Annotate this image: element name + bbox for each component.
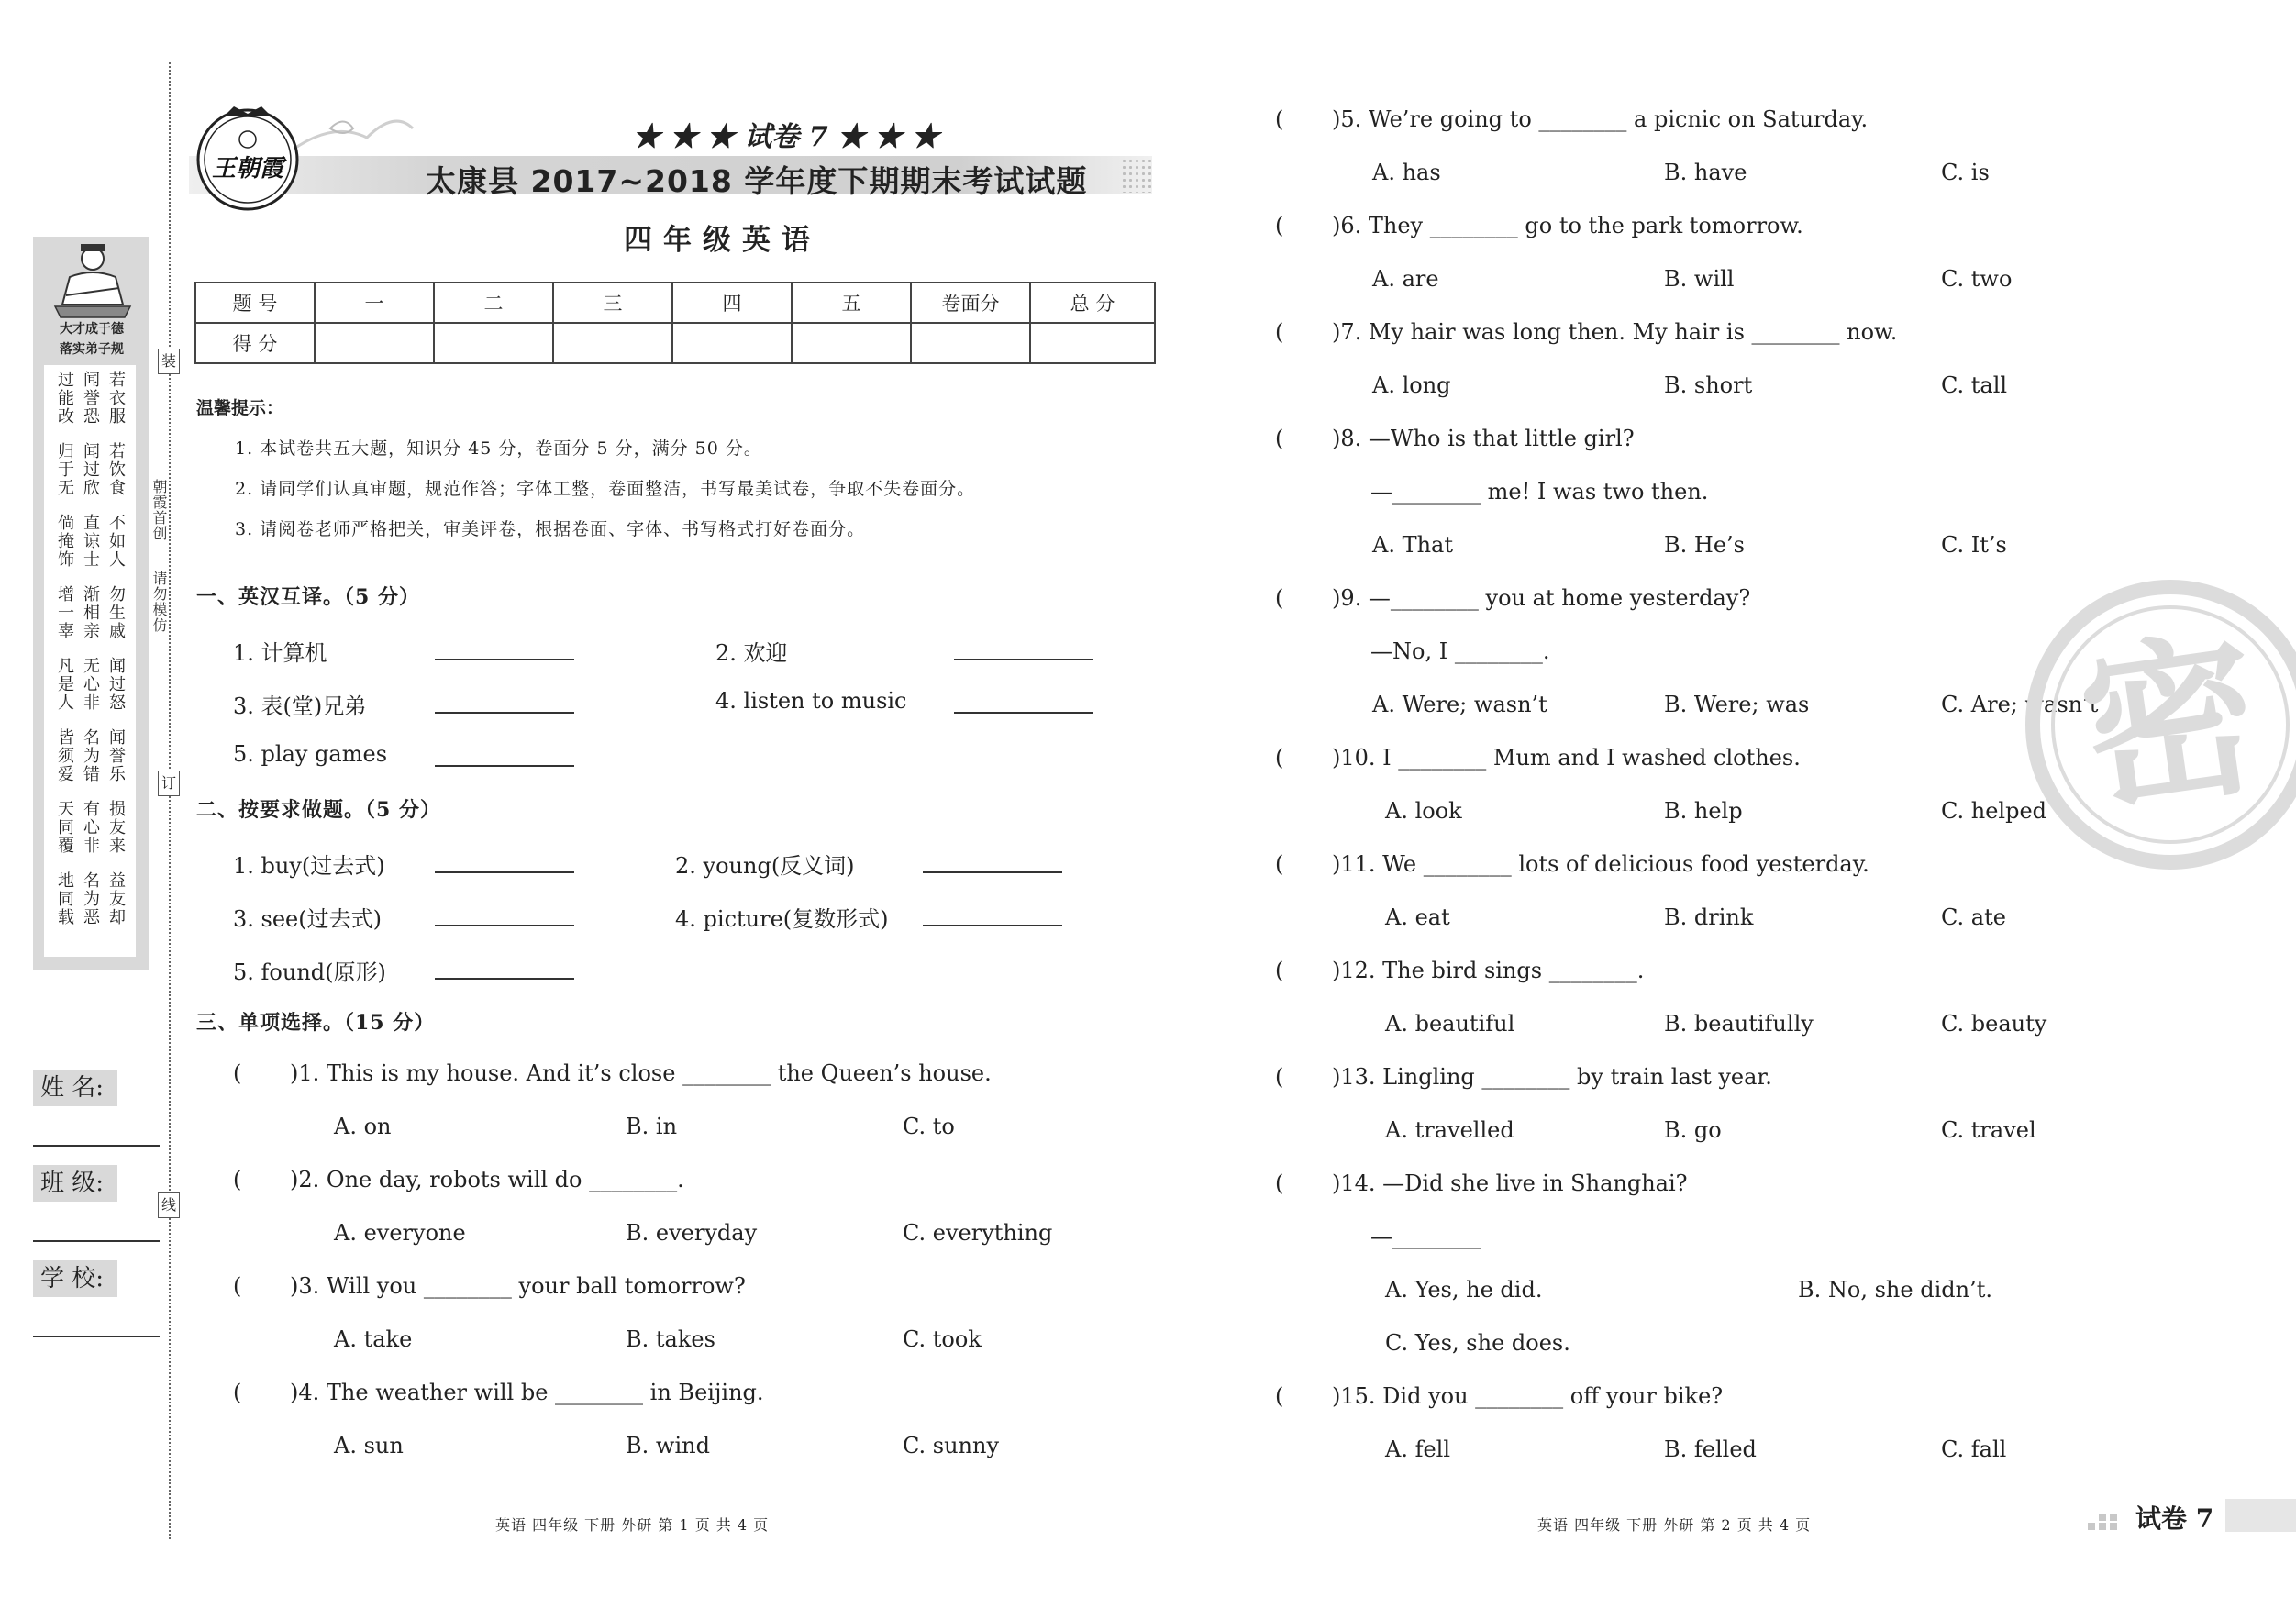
score-input[interactable] — [1030, 323, 1155, 363]
answer-paren[interactable]: ( — [1275, 319, 1284, 345]
question-text: )15. Did you ________ off your bike? — [1332, 1383, 1724, 1409]
option-c[interactable]: C. Yes, she does. — [1385, 1330, 1570, 1356]
answer-blank[interactable] — [435, 712, 574, 714]
option-c[interactable]: C. is — [1941, 160, 1990, 185]
motto-text: 勿生戚 — [106, 585, 126, 640]
transform-item: 2. young(反义词) — [675, 853, 855, 879]
motto-text: 地同载 — [55, 871, 74, 926]
score-cell: 二 — [434, 283, 553, 323]
score-input[interactable] — [672, 323, 792, 363]
option-b[interactable]: B. short — [1664, 372, 1753, 398]
answer-blank[interactable] — [954, 659, 1093, 660]
motto-text: 益友却 — [106, 871, 126, 926]
option-c[interactable]: C. fall — [1941, 1436, 2007, 1462]
option-a[interactable]: A. on — [334, 1114, 392, 1139]
name-label: 姓 名: — [33, 1070, 117, 1106]
option-b[interactable]: B. No, she didn’t. — [1798, 1277, 1992, 1303]
score-table-score-row — [195, 323, 1155, 363]
transform-item: 1. buy(过去式) — [233, 853, 385, 879]
score-input[interactable] — [911, 323, 1030, 363]
option-b[interactable]: B. Were; was — [1664, 692, 1810, 717]
option-b[interactable]: B. wind — [626, 1433, 710, 1458]
option-a[interactable]: A. Yes, he did. — [1385, 1277, 1543, 1303]
motto-text: 渐相亲 — [81, 585, 100, 640]
school-line[interactable] — [33, 1336, 160, 1337]
option-c[interactable]: C. tall — [1941, 372, 2008, 398]
banner-dots — [1121, 158, 1154, 193]
publisher-logo — [193, 103, 303, 213]
sidebar-motto-1: 大才成于德 — [60, 322, 124, 337]
option-b[interactable]: B. everyday — [626, 1220, 758, 1246]
question-text: )3. Will you ________ your ball tomorrow? — [290, 1273, 746, 1299]
score-cell: 题 号 — [195, 283, 315, 323]
question-text: )10. I ________ Mum and I washed clothes. — [1332, 745, 1801, 771]
option-b[interactable]: B. go — [1664, 1117, 1722, 1143]
option-a[interactable]: A. take — [334, 1326, 413, 1352]
motto-text: 闻誉恐 — [81, 371, 100, 426]
logo-text: 王朝霞 — [211, 155, 284, 183]
side-note-no-copy: 请勿模仿 — [150, 571, 168, 633]
score-cell: 卷面分 — [911, 283, 1030, 323]
question-text: )4. The weather will be ________ in Beijing. — [290, 1380, 764, 1405]
question-text: )13. Lingling ________ by train last year. — [1332, 1064, 1772, 1090]
sidebar-motto-2: 落实弟子规 — [60, 342, 124, 357]
stamp-char: 密 — [2069, 611, 2271, 837]
answer-paren[interactable]: ( — [1275, 213, 1284, 238]
motto-text: 若饮食 — [106, 442, 126, 497]
motto-text: 凡是人 — [55, 657, 74, 712]
scholar-illustration — [42, 240, 143, 323]
answer-paren[interactable]: ( — [233, 1167, 242, 1192]
answer-blank[interactable] — [435, 871, 574, 873]
translate-item: 4. listen to music — [715, 688, 907, 714]
answer-paren[interactable]: ( — [1275, 958, 1284, 983]
score-input[interactable] — [434, 323, 553, 363]
answer-paren[interactable]: ( — [1275, 585, 1284, 611]
option-a[interactable]: A. sun — [334, 1433, 404, 1458]
option-c[interactable]: C. It’s — [1941, 532, 2007, 558]
option-c[interactable]: C. took — [903, 1326, 982, 1352]
question-text: )1. This is my house. And it’s close ________ the Queen’s house. — [290, 1060, 992, 1086]
section3-title: 三、单项选择。（15 分） — [196, 1011, 436, 1035]
answer-blank[interactable] — [435, 765, 574, 767]
motto-text: 名为错 — [81, 728, 100, 783]
answer-blank[interactable] — [923, 871, 1062, 873]
question-text: )7. My hair was long then. My hair is ________ now. — [1332, 319, 1898, 345]
side-note-original: 朝霞首创 — [150, 479, 168, 541]
translate-item: 1. 计算机 — [233, 640, 327, 666]
option-a[interactable]: A. long — [1372, 372, 1451, 398]
option-a[interactable]: A. That — [1372, 532, 1454, 558]
question-text: )14. —Did she live in Shanghai? — [1332, 1170, 1688, 1196]
answer-paren[interactable]: ( — [1275, 1170, 1284, 1196]
motto-text: 闻誉乐 — [106, 728, 126, 783]
exam-title: 太康县 2017~2018 学年度下期期末考试试题 — [426, 163, 1088, 199]
motto-text: 若衣服 — [106, 371, 126, 426]
motto-text: 倘掩饰 — [55, 514, 74, 569]
option-c[interactable]: C. travel — [1941, 1117, 2036, 1143]
option-a[interactable]: A. look — [1385, 798, 1462, 824]
option-c[interactable]: C. helped — [1941, 798, 2047, 824]
binding-line — [169, 62, 171, 1539]
motto-text: 直谅士 — [81, 514, 100, 569]
section2-title: 二、按要求做题。（5 分） — [196, 798, 441, 822]
question-text: )2. One day, robots will do ________. — [290, 1167, 684, 1192]
answer-paren[interactable]: ( — [1275, 426, 1284, 451]
score-cell: 一 — [315, 283, 434, 323]
page-footer-right: 英语 四年级 下册 外研 第 2 页 共 4 页 — [1537, 1516, 1812, 1534]
option-c[interactable]: C. two — [1941, 266, 2013, 292]
answer-paren[interactable]: ( — [1275, 851, 1284, 877]
option-a[interactable]: A. fell — [1385, 1436, 1451, 1462]
confidential-stamp — [2024, 578, 2296, 871]
answer-paren[interactable]: ( — [1275, 106, 1284, 132]
option-b[interactable]: B. help — [1664, 798, 1743, 824]
option-b[interactable]: B. have — [1664, 160, 1747, 185]
option-b[interactable]: B. takes — [626, 1326, 715, 1352]
option-a[interactable]: A. travelled — [1385, 1117, 1514, 1143]
answer-blank[interactable] — [435, 659, 574, 660]
class-label: 班 级: — [33, 1165, 117, 1202]
score-input[interactable] — [553, 323, 672, 363]
corner-label-text: 试卷 7 — [2135, 1503, 2214, 1534]
tip-item: 3. 请阅卷老师严格把关，审美评卷，根据卷面、字体、书写格式打好卷面分。 — [235, 519, 866, 539]
tip-item: 1. 本试卷共五大题，知识分 45 分，卷面分 5 分，满分 50 分。 — [235, 438, 762, 459]
motto-text: 闻过欣 — [81, 442, 100, 497]
question-text: —________ me! I was two then. — [1370, 479, 1709, 505]
option-b[interactable]: B. He’s — [1664, 532, 1745, 558]
motto-text: 过能改 — [55, 371, 74, 426]
subject-title: 四年级英语 — [624, 224, 821, 257]
question-text: )8. —Who is that little girl? — [1332, 426, 1635, 451]
tips-title: 温馨提示： — [196, 398, 284, 418]
motto-text: 天同覆 — [55, 800, 74, 855]
answer-blank[interactable] — [435, 978, 574, 980]
option-a[interactable]: A. everyone — [334, 1220, 466, 1246]
score-input[interactable] — [792, 323, 911, 363]
question-text: —________ — [1370, 1224, 1481, 1249]
name-line[interactable] — [33, 1145, 160, 1147]
motto-text: 损友来 — [106, 800, 126, 855]
question-text: )6. They ________ go to the park tomorrow. — [1332, 213, 1803, 238]
option-c[interactable]: C. sunny — [903, 1433, 1000, 1458]
answer-blank[interactable] — [923, 925, 1062, 926]
answer-paren[interactable]: ( — [1275, 1383, 1284, 1409]
question-text: )11. We ________ lots of delicious food yesterday. — [1332, 851, 1869, 877]
translate-item: 2. 欢迎 — [715, 640, 788, 666]
option-c[interactable]: C. ate — [1941, 904, 2006, 930]
question-text: —No, I ________. — [1370, 638, 1550, 664]
option-a[interactable]: A. has — [1372, 160, 1441, 185]
answer-paren[interactable]: ( — [1275, 1064, 1284, 1090]
transform-item: 3. see(过去式) — [233, 906, 382, 932]
option-b[interactable]: B. drink — [1664, 904, 1754, 930]
class-line[interactable] — [33, 1240, 160, 1242]
score-table — [194, 282, 1156, 364]
option-a[interactable]: A. Were; wasn’t — [1372, 692, 1547, 717]
tip-item: 2. 请同学们认真审题，规范作答；字体工整，卷面整洁，书写最美试卷，争取不失卷面分。 — [235, 479, 976, 499]
transform-item: 5. found(原形) — [233, 959, 386, 985]
option-a[interactable]: A. eat — [1385, 904, 1450, 930]
question-text: )12. The bird sings ________. — [1332, 958, 1645, 983]
score-row-label: 得 分 — [195, 323, 315, 363]
score-input[interactable] — [315, 323, 434, 363]
score-cell: 四 — [672, 283, 792, 323]
option-b[interactable]: B. felled — [1664, 1436, 1757, 1462]
option-c[interactable]: C. Are; wasn’t — [1941, 692, 2099, 717]
option-c[interactable]: C. everything — [903, 1220, 1053, 1246]
transform-item: 4. picture(复数形式) — [675, 906, 889, 932]
option-a[interactable]: A. beautiful — [1385, 1011, 1515, 1037]
section1-title: 一、英汉互译。（5 分） — [196, 585, 420, 609]
option-b[interactable]: B. will — [1664, 266, 1735, 292]
translate-item: 3. 表(堂)兄弟 — [233, 693, 367, 719]
option-b[interactable]: B. in — [626, 1114, 678, 1139]
paper-number: ★ ★ ★ 试卷 7 ★ ★ ★ — [633, 121, 939, 153]
answer-paren[interactable]: ( — [1275, 745, 1284, 771]
score-cell: 三 — [553, 283, 672, 323]
seal-char-ding: 订 — [158, 771, 180, 796]
seal-char-xian: 线 — [158, 1192, 180, 1218]
motto-text: 有心非 — [81, 800, 100, 855]
option-c[interactable]: C. beauty — [1941, 1011, 2047, 1037]
answer-blank[interactable] — [954, 712, 1093, 714]
page-footer-left: 英语 四年级 下册 外研 第 1 页 共 4 页 — [495, 1516, 770, 1534]
motto-text: 无心非 — [81, 657, 100, 712]
motto-text: 归于无 — [55, 442, 74, 497]
motto-text: 皆须爱 — [55, 728, 74, 783]
question-text: )5. We’re going to ________ a picnic on Saturday. — [1332, 106, 1869, 132]
option-a[interactable]: A. are — [1372, 266, 1439, 292]
answer-paren[interactable]: ( — [233, 1060, 242, 1086]
motto-text: 名为恶 — [81, 871, 100, 926]
score-cell: 总 分 — [1030, 283, 1155, 323]
motto-text: 增一辜 — [55, 585, 74, 640]
motto-text: 不如人 — [106, 514, 126, 569]
translate-item: 5. play games — [233, 741, 388, 767]
answer-paren[interactable]: ( — [233, 1380, 242, 1405]
seal-char-zhuang: 装 — [158, 349, 180, 374]
option-b[interactable]: B. beautifully — [1664, 1011, 1814, 1037]
score-table-header-row — [195, 283, 1155, 323]
answer-paren[interactable]: ( — [233, 1273, 242, 1299]
school-label: 学 校: — [33, 1260, 117, 1297]
option-c[interactable]: C. to — [903, 1114, 955, 1139]
question-text: )9. —________ you at home yesterday? — [1332, 585, 1751, 611]
motto-text: 闻过怒 — [106, 657, 126, 712]
answer-blank[interactable] — [435, 925, 574, 926]
score-cell: 五 — [792, 283, 911, 323]
